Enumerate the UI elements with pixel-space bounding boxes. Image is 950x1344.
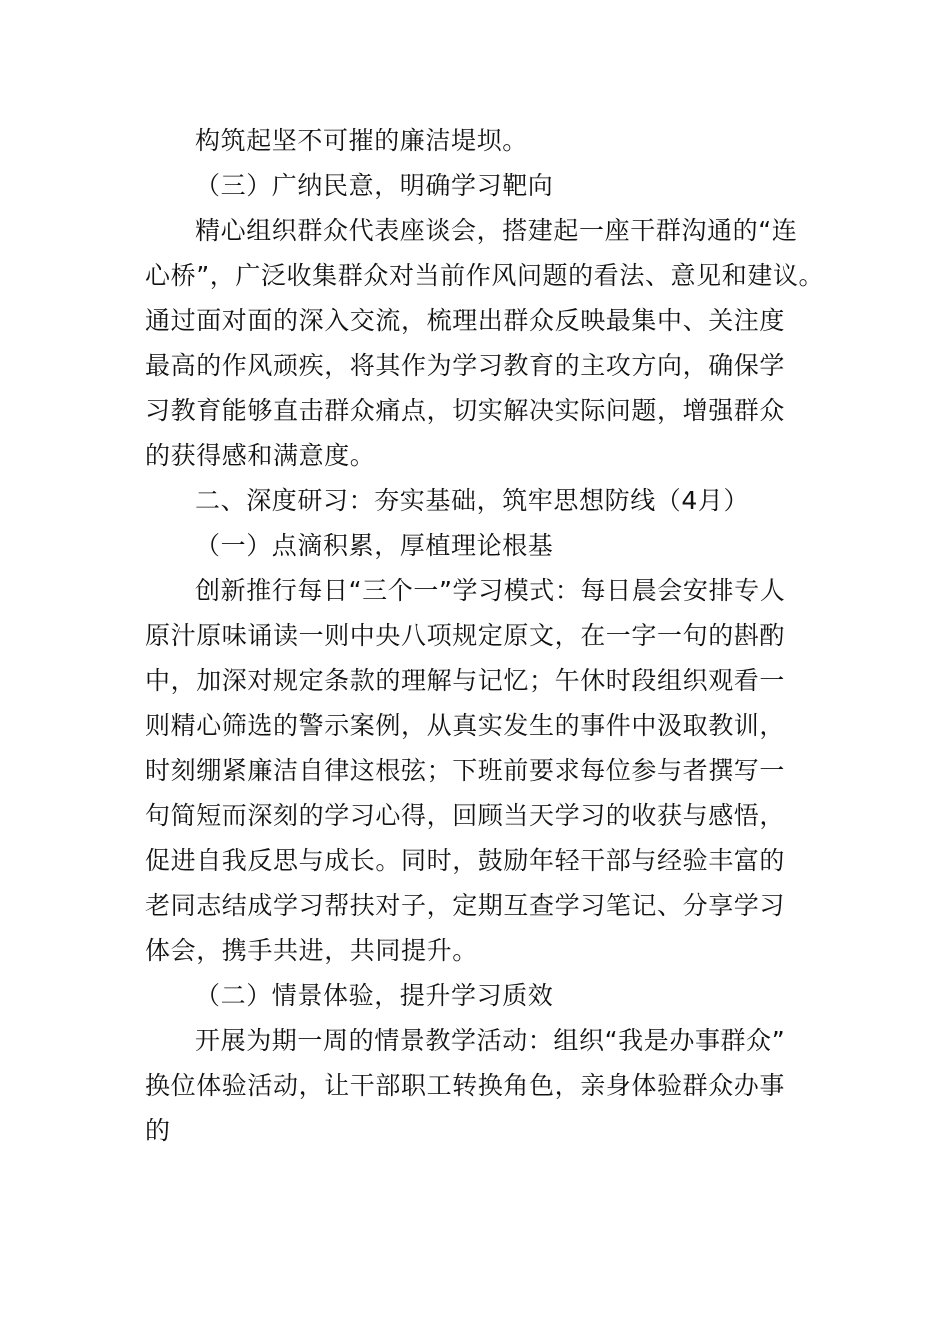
text-line: 最高的作风顽疾，将其作为学习教育的主攻方向，确保学 — [145, 351, 786, 380]
text-line: 心桥”，广泛收集群众对当前作风问题的看法、意见和建议。 — [145, 261, 825, 290]
document-body — [145, 118, 825, 1153]
section-heading-2: （二）情景体验，提升学习质效 — [195, 981, 554, 1010]
text-line: 则精心筛选的警示案例，从真实发生的事件中汲取教训， — [145, 711, 786, 740]
section-heading-1: （一）点滴积累，厚植理论根基 — [195, 531, 554, 560]
text-line: 通过面对面的深入交流，梳理出群众反映最集中、关注度 — [145, 306, 786, 335]
text-line: 习教育能够直击群众痛点，切实解决实际问题，增强群众 — [145, 396, 786, 425]
text-line: 的 — [145, 1116, 171, 1145]
text-line: 老同志结成学习帮扶对子，定期互查学习笔记、分享学习 — [145, 891, 786, 920]
text-line: 时刻绷紧廉洁自律这根弦；下班前要求每位参与者撰写一 — [145, 756, 786, 785]
text-line: 体会，携手共进，共同提升。 — [145, 936, 478, 965]
section-heading-3: （三）广纳民意，明确学习靶向 — [195, 171, 554, 200]
text-line: 句简短而深刻的学习心得，回顾当天学习的收获与感悟， — [145, 801, 786, 830]
text-line: 原汁原味诵读一则中央八项规定原文，在一字一句的斟酌 — [145, 621, 786, 650]
text-line: 的获得感和满意度。 — [145, 441, 376, 470]
chapter-heading-2: 二、深度研习：夯实基础，筑牢思想防线（4月） — [195, 486, 750, 515]
text-line: 换位体验活动，让干部职工转换角色，亲身体验群众办事 — [145, 1071, 786, 1100]
text-line: 精心组织群众代表座谈会，搭建起一座干群沟通的“连 — [195, 216, 798, 245]
text-line: 构筑起坚不可摧的廉洁堤坝。 — [195, 126, 528, 155]
text-line: 促进自我反思与成长。同时，鼓励年轻干部与经验丰富的 — [145, 846, 786, 875]
text-line: 中，加深对规定条款的理解与记忆；午休时段组织观看一 — [145, 666, 786, 695]
text-line: 创新推行每日“三个一”学习模式：每日晨会安排专人 — [195, 576, 786, 605]
text-line: 开展为期一周的情景教学活动：组织“我是办事群众” — [195, 1026, 786, 1055]
